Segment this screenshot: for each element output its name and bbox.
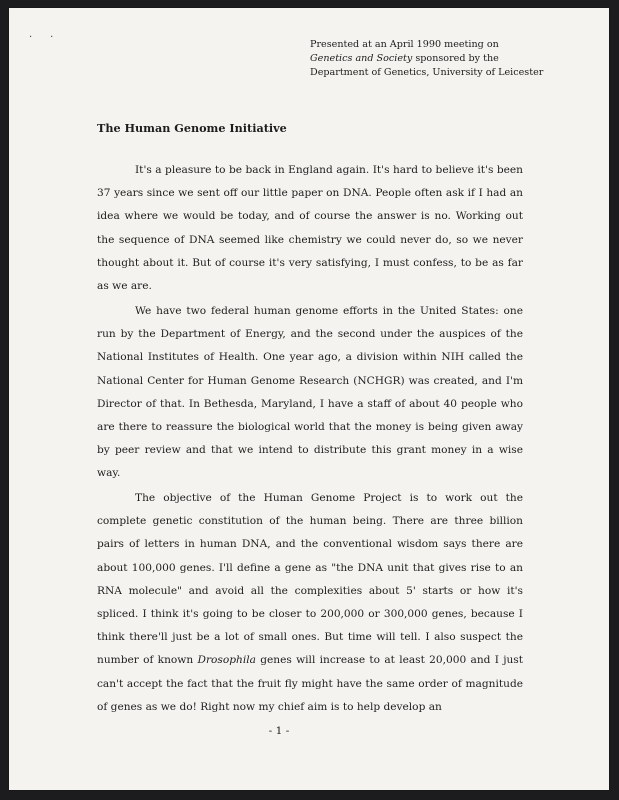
margin-marks: ·· [29,32,72,43]
paragraph-3-italic-term: Drosophila [197,654,256,667]
header-line-1: Presented at an April 1990 meeting on [310,39,499,50]
header-line-2 [310,52,543,66]
paragraph-2: We have two federal human genome efforts in the United States: one run by the Department of Energy, and the second under the auspices of the National Institutes of Health. One year ago, a division within NIH called the National Center for Human Genome Research (NCHGR) was created, and I'm Director of that. In Bethesda, Maryland, I have a staff of about 40 people who are there to reassure the biological world that the money is being given away by peer review and that we intend to distribute this grant money in a wise way. [97,305,523,480]
presentation-note [310,38,543,79]
paragraph-3-part-1: The objective of the Human Genome Project is to work out the complete genetic constitution of the human being. There are three billion pairs of letters in human DNA, and the conventional wisdom says there are about 100,000 genes. I'll define a gene as "the DNA unit that gives rise to an RNA molecule" and avoid all the complexities about 5' starts or how it's spliced. I think it's going to be closer to 200,000 or 300,000 genes, because I think there'll just be a lot of small ones. But time will tell. I also suspect the number of known [97,492,523,667]
document-title: The Human Genome Initiative [97,121,287,135]
paragraph-3 [97,487,523,719]
header-line-3: Department of Genetics, University of Leicester [310,66,544,78]
header-meeting-name: Genetics and Society [310,52,413,64]
paragraph-1: It's a pleasure to be back in England again. It's hard to believe it's been 37 years since we sent off our little paper on DNA. People often ask if I had an idea where we would be today, and of course the answer is no. Working out the sequence of DNA seemed like chemistry we could never do, so we never thought about it. But of course it's very satisfying, I must confess, to be as far as we are. [97,164,523,293]
document-page [9,8,609,790]
paragraph-3-part-2: genes will increase to at least 20,000 and I just can't accept the fact that the fruit fly might have the same order of magnitude of genes as we do! Right now my chief aim is to help develop an [97,654,523,713]
header-line-2-rest: sponsored by the [412,52,499,64]
page-number: - 1 - [268,725,290,737]
